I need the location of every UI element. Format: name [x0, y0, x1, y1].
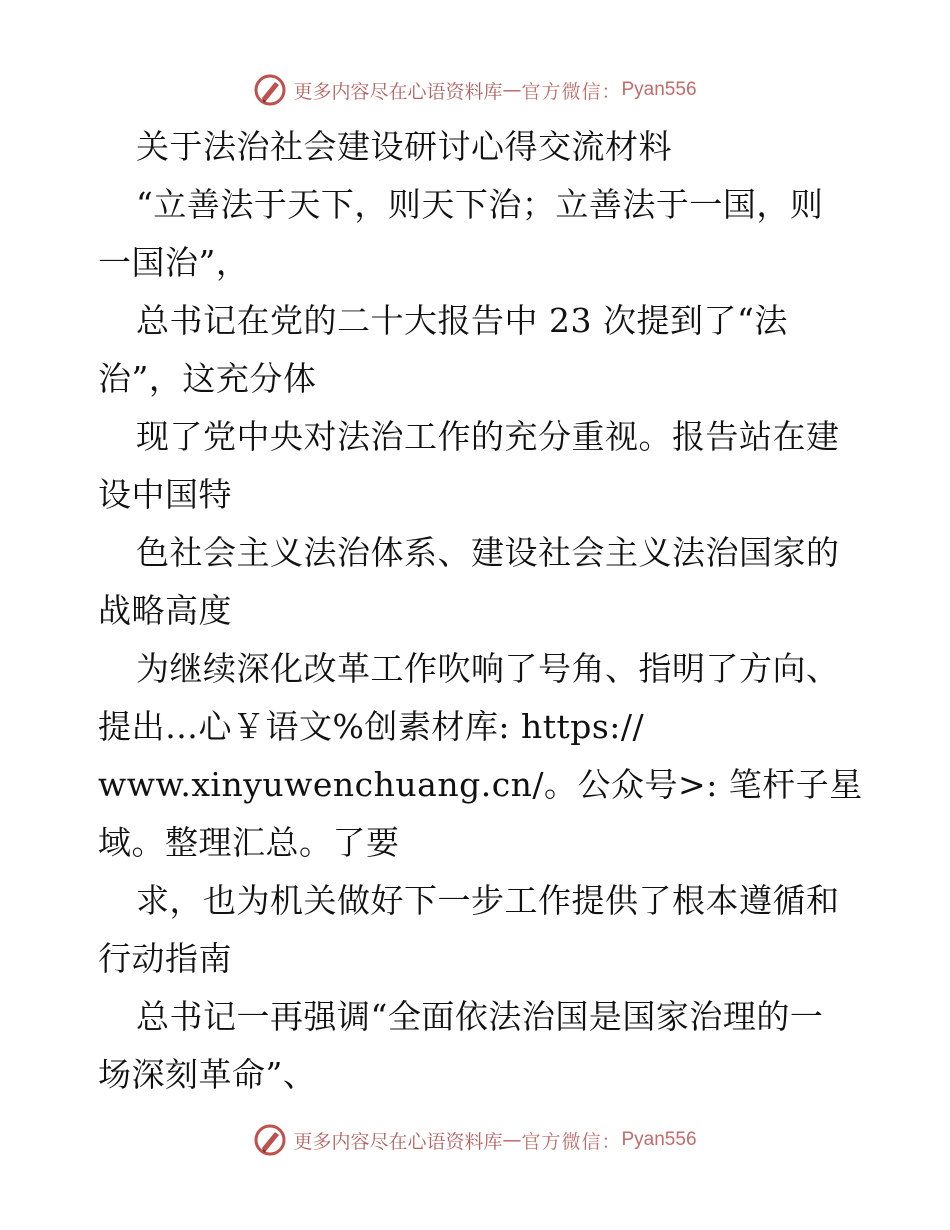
watermark-separator: —	[502, 1129, 522, 1151]
watermark-promo-text: 更多内容尽在心语资料库	[293, 1130, 503, 1153]
paragraph-line: 现了党中央对法治工作的充分重视。报告站在建	[136, 417, 840, 456]
paragraph-line: 总书记在党的二十大报告中 23 次提到了“法	[136, 301, 788, 340]
paragraph-line: 色社会主义法治体系、建设社会主义法治国家的	[136, 533, 840, 572]
paragraph-line: 总书记一再强调“全面依法治国是国家治理的一	[136, 997, 824, 1036]
paragraph-line: 为继续深化改革工作吹响了号角、指明了方向、	[136, 649, 840, 688]
pen-logo-icon	[253, 73, 287, 107]
paragraph-line: 求，也为机关做好下一步工作提供了根本遵循和	[136, 881, 840, 920]
paragraph-line: 治”，这充分体	[98, 359, 317, 398]
pen-logo-icon	[253, 1123, 287, 1157]
watermark-wechat-id: Pyan556	[621, 1129, 697, 1150]
paragraph-line: 战略高度	[98, 591, 232, 630]
watermark-wechat-label: 官方微信：	[521, 80, 622, 103]
paragraph-line: 提出…心￥语文%创素材库: https://	[98, 707, 645, 746]
paragraph-line: 一国治”，	[98, 243, 250, 282]
watermark-wechat-label: 官方微信：	[521, 1130, 622, 1153]
paragraph-line: “立善法于天下，则天下治；立善法于一国，则	[136, 185, 824, 224]
footer-watermark	[0, 1120, 950, 1160]
paragraph-line: 场深刻革命”、	[98, 1055, 317, 1094]
paragraph-line: 域。整理汇总。了要	[98, 823, 400, 862]
document-body	[98, 118, 863, 1104]
watermark-separator: —	[502, 79, 522, 101]
header-watermark	[0, 70, 950, 110]
watermark-wechat-id: Pyan556	[621, 79, 697, 100]
paragraph-line: www.xinyuwenchuang.cn/。公众号>: 笔杆子星	[98, 765, 863, 804]
paragraph-line: 行动指南	[98, 939, 232, 978]
watermark-promo-text: 更多内容尽在心语资料库	[293, 80, 503, 103]
paragraph-line: 关于法治社会建设研讨心得交流材料	[136, 127, 672, 166]
paragraph-line: 设中国特	[98, 475, 232, 514]
